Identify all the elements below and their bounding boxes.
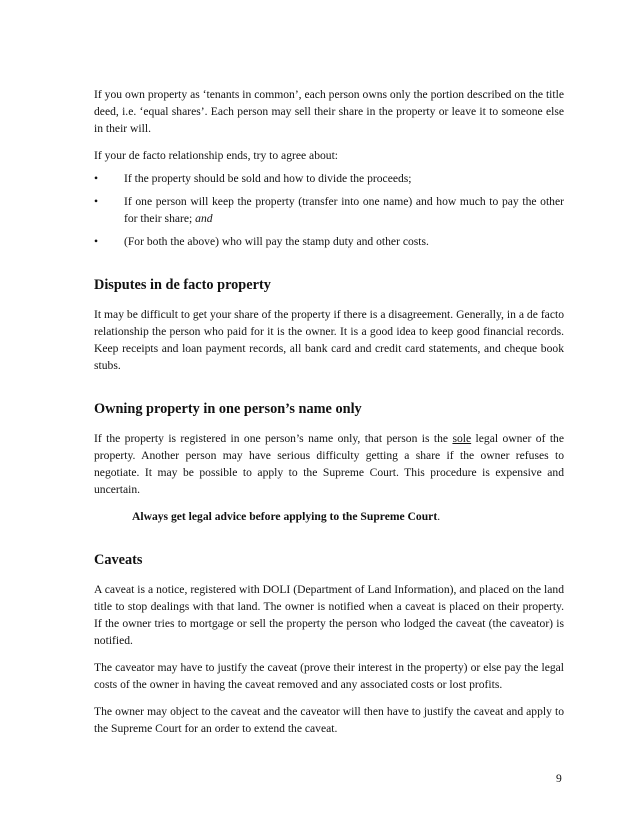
list-item-italic-text: and [195, 212, 213, 225]
tenants-in-common-paragraph: If you own property as ‘tenants in common’, each person owns only the portion described on the title deed, i.e. ‘equal shares’. Each person may sell their share in the property or leave it to someone else in their will. [94, 88, 564, 135]
bullet-icon: • [94, 172, 99, 185]
relationship-intro-paragraph: If your de facto relationship ends, try to agree about: [94, 149, 339, 162]
caveats-paragraph: The owner may object to the caveat and the caveator will then have to justify the caveat and apply to the Supreme Court for an order to extend the caveat. [94, 705, 564, 735]
owning-text-part: If the property is registered in one person’s name only, that person is the [94, 432, 453, 445]
owning-text-part: legal owner of the property. Another person may have serious difficulty getting a share if the owner refuses to negotiate. It may be possible to apply to the Supreme Court. This procedure is expensive and uncertain. [94, 432, 565, 496]
document-body [94, 86, 564, 737]
caveats-paragraph: The caveator may have to justify the caveat (prove their interest in the property) or else pay the legal costs of the owner in having the caveat removed and any associated costs or lost profits. [94, 661, 564, 691]
owning-property-heading: Owning property in one person’s name only [94, 401, 362, 417]
disputes-paragraph: It may be difficult to get your share of the property if there is a disagreement. Generally, in a de facto relationship the person who paid for it is the owner. It is a good idea to keep good financial records. Keep receipts and loan payment records, all bank card and credit card statements, and cheque book stubs. [94, 308, 564, 372]
list-item [94, 193, 564, 227]
caveats-heading: Caveats [94, 552, 143, 568]
page-number: 9 [556, 772, 562, 785]
bullet-icon: • [94, 195, 99, 208]
caveats-paragraph: A caveat is a notice, registered with DOLI (Department of Land Information), and placed on the land title to stop dealings with that land. The owner is notified when a caveat is placed on their property. If the owner tries to mortgage or sell the property the person who lodged the caveat (the caveator) is notified. [94, 583, 564, 647]
bullet-icon: • [94, 235, 99, 248]
legal-advice-period: . [437, 510, 441, 523]
list-item-text: If the property should be sold and how to divide the proceeds; [124, 172, 412, 185]
list-item [94, 170, 564, 187]
disputes-heading: Disputes in de facto property [94, 277, 271, 293]
sole-underlined-text: sole [452, 432, 472, 445]
list-item-text: (For both the above) who will pay the stamp duty and other costs. [124, 235, 429, 248]
owning-property-paragraph [94, 430, 564, 498]
legal-advice-note [94, 508, 564, 525]
list-item [94, 233, 564, 250]
legal-advice-text: Always get legal advice before applying to the Supreme Court [132, 510, 438, 523]
list-item-text: If one person will keep the property (transfer into one name) and how much to pay the other for their share; [124, 195, 564, 225]
agreement-list [94, 170, 564, 250]
